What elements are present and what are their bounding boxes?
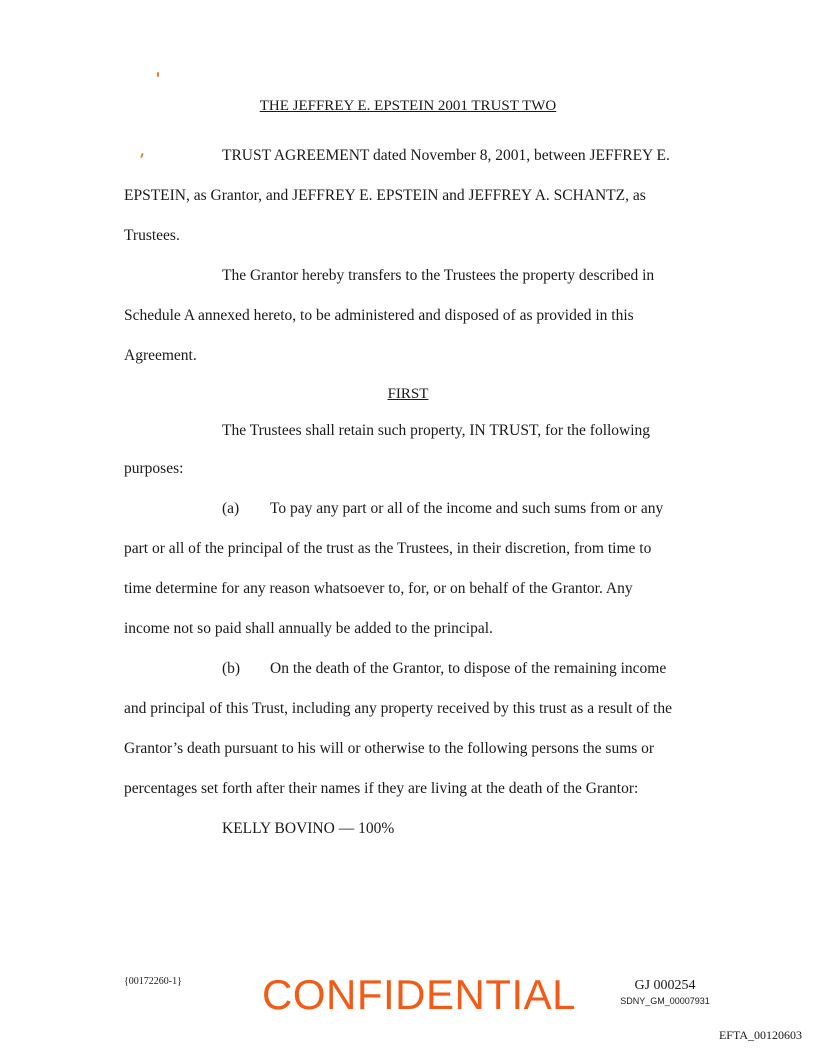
- clause-b-marker: (b): [222, 660, 241, 677]
- transfer-line-1: The Grantor hereby transfers to the Trustees the property described in: [222, 267, 655, 284]
- sdny-bates-number: SDNY_GM_00007931: [620, 996, 710, 1006]
- clause-a-line-2: part or all of the principal of the trust as the Trustees, in their discretion, from time to: [124, 540, 652, 557]
- gj-bates-number: GJ 000254: [634, 978, 696, 993]
- intro-line-2: EPSTEIN, as Grantor, and JEFFREY E. EPSTEIN and JEFFREY A. SCHANTZ, as: [124, 187, 646, 204]
- scan-speck: [140, 153, 144, 158]
- purpose-line-2: purposes:: [124, 460, 184, 477]
- confidential-stamp: CONFIDENTIAL: [262, 971, 577, 1018]
- beneficiary-line: KELLY BOVINO — 100%: [222, 820, 395, 837]
- clause-b-first-line: On the death of the Grantor, to dispose of the remaining income: [270, 660, 667, 677]
- clause-a-line-4: income not so paid shall annually be added to the principal.: [124, 620, 493, 637]
- clause-a-marker: (a): [222, 500, 240, 517]
- section-heading-first: FIRST: [387, 386, 429, 402]
- clause-b-line-3: Grantor’s death pursuant to his will or otherwise to the following persons the sums or: [124, 740, 655, 757]
- clause-b-line-2: and principal of this Trust, including any property received by this trust as a result of the: [124, 700, 672, 717]
- clause-b-line-4: percentages set forth after their names if they are living at the death of the Grantor:: [124, 780, 639, 797]
- clause-a-line-3: time determine for any reason whatsoever to, for, or on behalf of the Grantor. Any: [124, 580, 633, 597]
- clause-b-line-1: [222, 659, 666, 679]
- clause-a-first-line: To pay any part or all of the income and such sums from or any: [270, 500, 664, 517]
- purpose-line-1: The Trustees shall retain such property, IN TRUST, for the following: [222, 422, 651, 439]
- document-number: {00172260-1}: [124, 976, 182, 987]
- clause-a-line-1: [222, 499, 663, 519]
- intro-line-1: TRUST AGREEMENT dated November 8, 2001, between JEFFREY E.: [222, 147, 670, 164]
- scan-speck: [157, 72, 159, 77]
- transfer-line-3: Agreement.: [124, 347, 197, 364]
- efta-bates-number: EFTA_00120603: [718, 1028, 802, 1042]
- document-title: THE JEFFREY E. EPSTEIN 2001 TRUST TWO: [259, 98, 557, 114]
- intro-line-3: Trustees.: [124, 227, 180, 244]
- transfer-line-2: Schedule A annexed hereto, to be administered and disposed of as provided in this: [124, 307, 634, 324]
